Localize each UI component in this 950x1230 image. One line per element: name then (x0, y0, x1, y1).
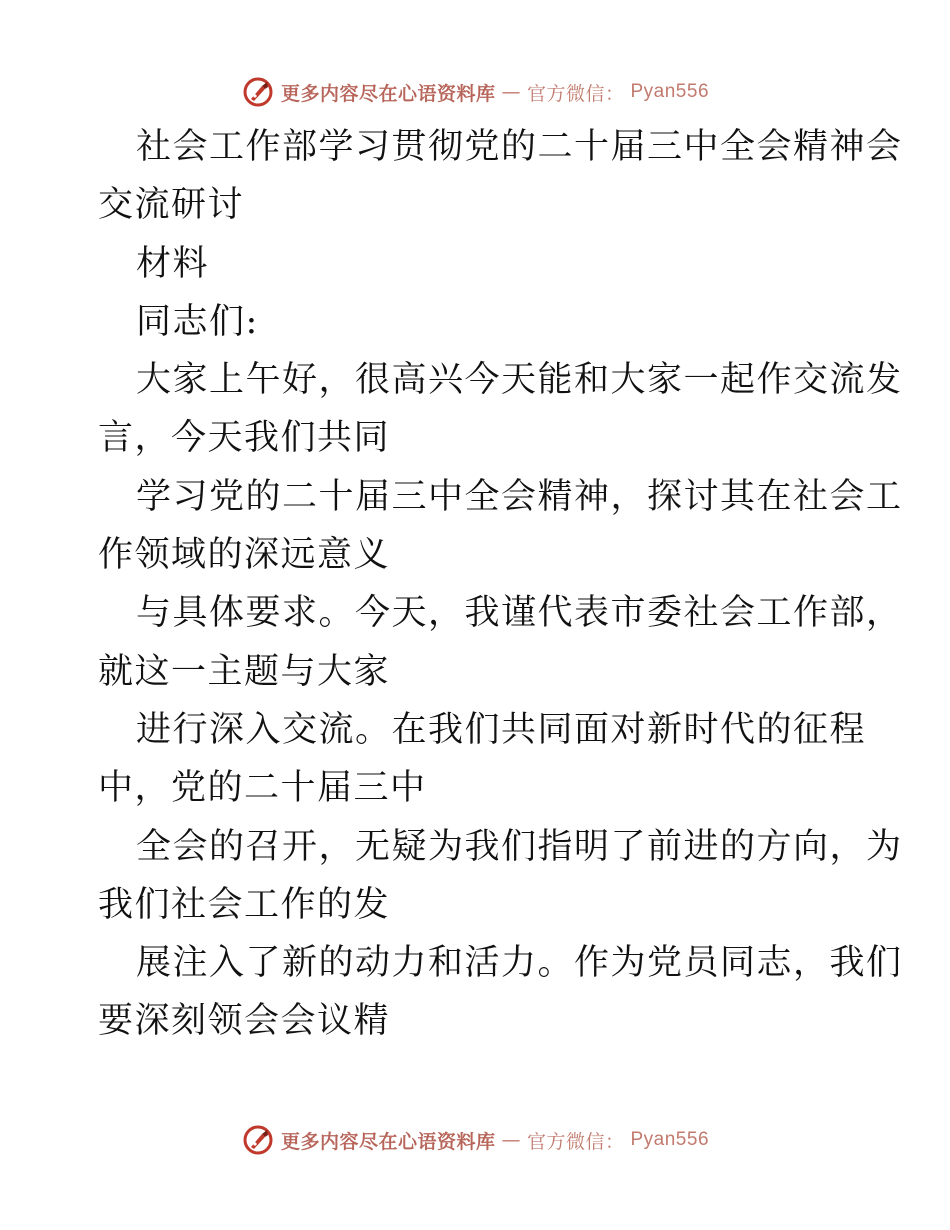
text-line: 学习党的二十届三中全会精神，探讨其在社会工 (136, 476, 903, 517)
text-line: 就这一主题与大家 (98, 651, 391, 692)
text-line: 展注入了新的动力和活力。作为党员同志，我们 (136, 943, 903, 984)
text-line: 要深刻领会会议精 (98, 1001, 391, 1042)
text-line: 中，党的二十届三中 (98, 768, 427, 809)
banner-wechat-id: Pyan556 (630, 81, 710, 102)
banner-dash: — (501, 81, 521, 103)
text-line: 全会的召开，无疑为我们指明了前进的方向，为 (136, 826, 903, 867)
text-line: 大家上午好，很高兴今天能和大家一起作交流发 (136, 360, 903, 401)
header-banner (0, 72, 950, 112)
text-line: 材料 (136, 243, 210, 284)
pen-nib-circle-icon (241, 75, 275, 109)
text-line: 进行深入交流。在我们共同面对新时代的征程 (136, 709, 867, 750)
banner-title: 更多内容尽在心语资料库 (280, 82, 496, 105)
banner-wechat-id: Pyan556 (630, 1129, 710, 1150)
banner-title: 更多内容尽在心语资料库 (280, 1130, 496, 1153)
text-line: 同志们: (136, 301, 259, 342)
banner-dash: — (501, 1129, 521, 1151)
banner-wechat-label: 官方微信： (526, 82, 625, 105)
text-line: 言，今天我们共同 (98, 418, 391, 459)
banner-wechat-label: 官方微信： (526, 1130, 625, 1153)
document-body (98, 118, 903, 1051)
text-line: 与具体要求。今天，我谨代表市委社会工作部， (136, 593, 903, 634)
text-line: 社会工作部学习贯彻党的二十届三中全会精神会 (136, 127, 903, 167)
footer-banner (0, 1120, 950, 1160)
text-line: 我们社会工作的发 (98, 884, 391, 925)
text-line: 作领域的深远意义 (98, 535, 391, 576)
pen-nib-circle-icon (241, 1123, 275, 1157)
text-line: 交流研讨 (98, 185, 245, 226)
